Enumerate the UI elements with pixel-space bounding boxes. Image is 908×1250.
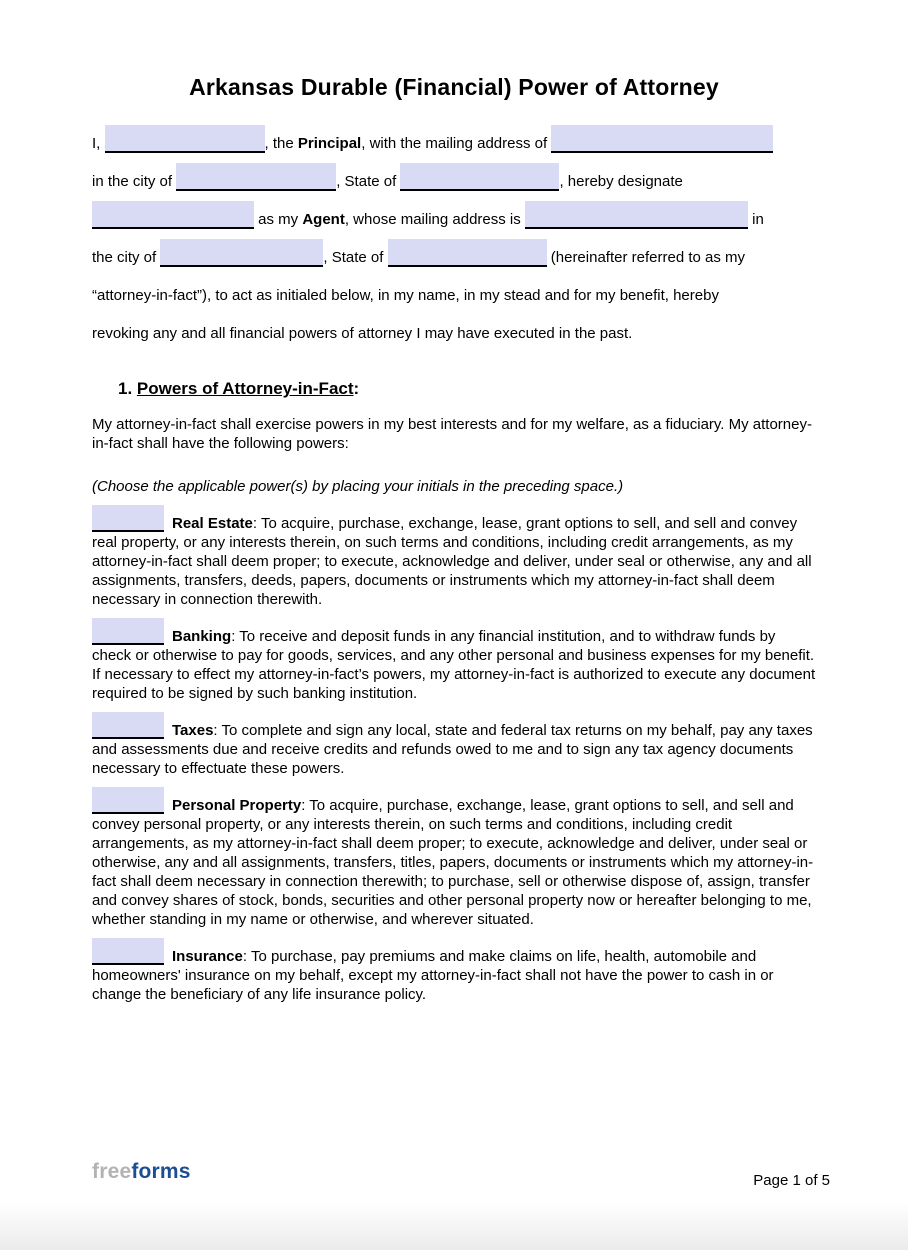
intro-text: I,: [92, 135, 105, 152]
intro-line-5: [92, 277, 816, 315]
agent-label: Agent: [302, 211, 345, 228]
power-text: : To purchase, pay premiums and make claims on life, health, automobile and homeowners' insurance on my behalf, except my attorney-in-fact shall not have the power to cash in or change the beneficiary of any life insurance policy.: [92, 948, 774, 1003]
intro-text: in the city of: [92, 173, 177, 190]
agent-state-field[interactable]: [388, 239, 547, 267]
real-estate-initials-field[interactable]: [92, 505, 164, 532]
agent-city-field[interactable]: [160, 239, 323, 267]
power-paragraph: [92, 947, 816, 1004]
principal-name-field[interactable]: [105, 125, 265, 153]
section-heading-text: Powers of Attorney-in-Fact: [136, 379, 354, 398]
principal-address-field[interactable]: [551, 125, 773, 153]
power-text: : To complete and sign any local, state and federal tax returns on my behalf, pay any taxes and assessments due and receive credits and refunds owed to me and to sign any tax agency documents necessary to effectuate these powers.: [92, 722, 813, 777]
intro-text: , State of: [323, 249, 388, 266]
intro-line-4: [92, 239, 816, 277]
power-text: : To acquire, purchase, exchange, lease, grant options to sell, and sell and convey real property, or any interests therein, on such terms and conditions, including credit arrangements, as my attorney-in-fact shall deem proper; to execute, acknowledge and deliver, under seal or otherwise, any and all assignments, transfers, deeds, papers, documents or instruments which my attorney-in-fact shall deem necessary in connection therewith.: [92, 515, 812, 608]
intro-paragraph: [92, 125, 816, 353]
principal-city-field[interactable]: [176, 163, 336, 191]
power-text: : To receive and deposit funds in any financial institution, and to withdraw funds by check or otherwise to pay for goods, services, and any other personal and business expenses for my benefit. If necessary to effect my attorney-in-fact’s powers, my attorney-in-fact is authorized to execute any document required to be signed by such banking institution.: [92, 628, 816, 702]
section-1-intro: My attorney-in-fact shall exercise powers in my best interests and for my welfare, as a fiduciary. My attorney-in-fact shall have the following powers:: [92, 416, 812, 452]
power-paragraph: [92, 721, 816, 778]
intro-text: “attorney-in-fact”), to act as initialed below, in my name, in my stead and for my benefit, hereby: [92, 287, 719, 304]
personal-property-initials-field[interactable]: [92, 787, 164, 814]
power-paragraph: [92, 796, 816, 929]
initials-instruction: (Choose the applicable power(s) by placing your initials in the preceding space.): [92, 478, 624, 495]
intro-line-2: [92, 163, 816, 201]
intro-text: , hereby designate: [559, 173, 683, 190]
power-paragraph: [92, 514, 816, 609]
page-number: Page 1 of 5: [753, 1172, 830, 1189]
power-label: Insurance: [172, 948, 243, 965]
intro-text: (hereinafter referred to as my: [546, 249, 746, 266]
principal-state-field[interactable]: [400, 163, 559, 191]
power-label: Taxes: [172, 722, 214, 739]
intro-text: , whose mailing address is: [344, 211, 525, 228]
intro-text: revoking any and all financial powers of attorney I may have executed in the past.: [92, 325, 633, 342]
intro-text: as my: [254, 211, 303, 228]
page-title: Arkansas Durable (Financial) Power of Attorney: [189, 74, 719, 100]
logo-free-part: free: [92, 1160, 132, 1183]
taxes-initials-field[interactable]: [92, 712, 164, 739]
insurance-initials-field[interactable]: [92, 938, 164, 965]
power-text: : To acquire, purchase, exchange, lease, grant options to sell, and sell and convey personal property, or any interests therein, on such terms and conditions, including credit arrangements, as my attorney-in-fact shall deem proper; to execute, acknowledge and deliver, under seal or otherwise, any and all assignments, transfers, titles, papers, documents or instruments which my attorney-in-fact shall deem necessary in connection therewith; to purchase, sell or otherwise dispose of, assign, transfer and convey shares of stock, bonds, securities and other personal property now or hereafter belonging to me, whether standing in my name or otherwise, and wherever situated.: [92, 797, 814, 928]
section-1-heading: [92, 379, 816, 399]
power-paragraph: [92, 627, 816, 703]
power-taxes: [92, 721, 816, 778]
power-personal-property: [92, 796, 816, 929]
intro-line-1: [92, 125, 816, 163]
section-heading-colon: :: [353, 379, 360, 398]
document-page: [0, 74, 908, 1250]
intro-line-3: [92, 201, 816, 239]
agent-name-field[interactable]: [92, 201, 254, 229]
power-label: Personal Property: [172, 797, 302, 814]
intro-line-6: [92, 315, 816, 353]
principal-label: Principal: [297, 135, 362, 152]
page-bottom-shadow: [0, 1202, 908, 1250]
intro-text: the city of: [92, 249, 161, 266]
freeforms-logo: [92, 1160, 191, 1184]
power-banking: [92, 627, 816, 703]
section-number: 1.: [118, 379, 137, 398]
intro-text: in: [747, 211, 764, 228]
agent-address-field[interactable]: [525, 201, 748, 229]
power-real-estate: [92, 514, 816, 609]
intro-text: , State of: [336, 173, 401, 190]
banking-initials-field[interactable]: [92, 618, 164, 645]
power-insurance: [92, 947, 816, 1004]
intro-text: , the: [264, 135, 298, 152]
logo-forms-part: forms: [131, 1160, 191, 1183]
power-label: Real Estate: [172, 515, 253, 532]
power-label: Banking: [172, 628, 232, 645]
intro-text: , with the mailing address of: [361, 135, 552, 152]
